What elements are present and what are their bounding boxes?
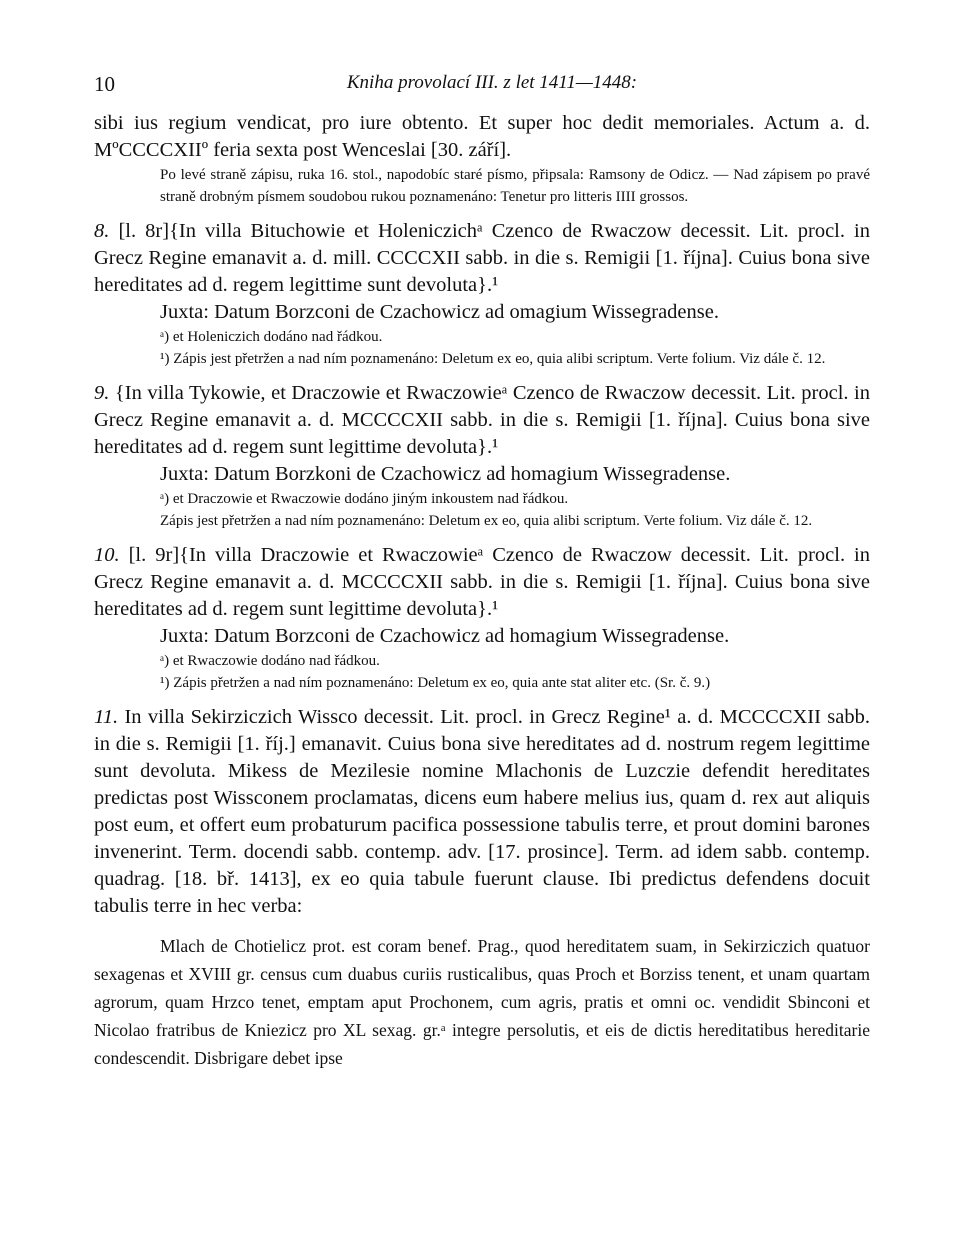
quoted-record: Mlach de Chotielicz prot. est coram benef. Prag., quod hereditatem suam, in Sekirziczich quatuor sexagenas et XVIII gr. census cum duabus curiis rusticalibus, quas Proch et Borziss tenent, et unam quartam agrorum, quam Hrzco tenet, emptam aput Prochonem, cum agris, pratis et omni oc. vendidit Sbinconi et Nicolao fratribus de Kniezicz pro XL sexag. gr.ᵃ integre persolutis, et eis de dictis hereditatibus hereditarie condescendit. Disbrigare debet ipse [94,936,870,1068]
entry-8 [94,218,870,299]
entry-9 [94,380,870,461]
entry-text: In villa Sekirziczich Wissco decessit. Lit. procl. in Grecz Regine¹ a. d. MCCCCXII sabb. in die s. Remigii [1. říj.] emanavit. Cuius bona sive hereditates ad d. nostrum regem legittime sunt devoluta. Mikess de Mezilesie nomine Mlachonis de Luzczie defendit hereditates predictas post Wissconem proclamatas, dicens eum habere melius ius, quam d. rex aut aliquis post eum, et offert eum probaturum pacifica possessione tabulis terre, et prout domini barones invenerint. Term. docendi sabb. contemp. adv. [17. prosince]. Term. ad idem sabb. contemp. quadrag. [18. bř. 1413], ex eo quia tabule fuerunt clause. Ibi predictus defendens docuit tabulis terre in hec verba: [94,706,871,917]
page-header [94,72,870,102]
juxta-line: Juxta: Datum Borzkoni de Czachowicz ad homagium Wissegradense. [160,463,731,485]
footnote: ᵃ) et Rwaczowie dodáno nad řádkou. [160,653,380,669]
entry-number: 9. [94,382,110,404]
entry-text: {In villa Tykowie, et Draczowie et Rwaczowieᵃ Czenco de Rwaczow decessit. Lit. procl. in Grecz Regine emanavit a. d. MCCCCXII sabb. in die s. Remigii [1. října]. Cuius bona sive hereditates ad d. regem sunt legittime devoluta}.¹ [94,382,870,458]
footnote: Po levé straně zápisu, ruka 16. stol., napodobíc staré písmo, připsala: Ramsony de Odicz. — Nad zápisem po pravé straně drobným písmem soudobou rukou poznamenáno: Tenetur pro litteris IIII grossos. [160,167,870,205]
footnote: ᵃ) et Holeniczich dodáno nad řádkou. [160,329,383,345]
footnote: ᵃ) et Draczowie et Rwaczowie dodáno jiným inkoustem nad řádkou. [160,491,569,507]
entry-number: 8. [94,220,110,242]
entry-number: 11. [94,706,119,728]
running-title: Kniha provolací III. z let 1411—1448: [346,72,638,93]
entry-10 [94,542,870,623]
entry-11 [94,704,870,920]
entry-continuation-text: sibi ius regium vendicat, pro iure obtento. Et super hoc dedit memoriales. Actum a. d. MºCCCCXIIº feria sexta post Wenceslai [30. září]. [94,112,870,161]
footnote: Zápis jest přetržen a nad ním poznamenáno: Deletum ex eo, quia alibi scriptum. Verte folium. Viz dále č. 12. [160,513,813,529]
entry-text: [l. 8r]{In villa Bituchowie et Holeniczichᵃ Czenco de Rwaczow decessit. Lit. procl. in Grecz Regine emanavit a. d. mill. CCCCXII sabb. in die s. Remigii [1. října]. Cuius bona sive hereditates ad d. regem legittime sunt devoluta}.¹ [94,220,871,296]
entry-text: [l. 9r]{In villa Draczowie et Rwaczowieᵃ Czenco de Rwaczow decessit. Lit. procl. in Grecz Regine emanavit a. d. MCCCCXII sabb. in die s. Remigii [1. října]. Cuius bona sive hereditates ad d. regem sunt legittime devoluta}.¹ [94,544,870,620]
footnote: ¹) Zápis jest přetržen a nad ním poznamenáno: Deletum ex eo, quia alibi scriptum. Verte folium. Viz dále č. 12. [160,351,826,367]
footnote: ¹) Zápis přetržen a nad ním poznamenáno: Deletum ex eo, quia ante stat aliter etc. (Sr. č. 9.) [160,675,711,691]
entry-number: 10. [94,544,120,566]
page-body [94,110,870,1072]
page-number: 10 [94,72,115,96]
juxta-line: Juxta: Datum Borzconi de Czachowicz ad omagium Wissegradense. [160,301,719,323]
juxta-line: Juxta: Datum Borzconi de Czachowicz ad homagium Wissegradense. [160,625,730,647]
